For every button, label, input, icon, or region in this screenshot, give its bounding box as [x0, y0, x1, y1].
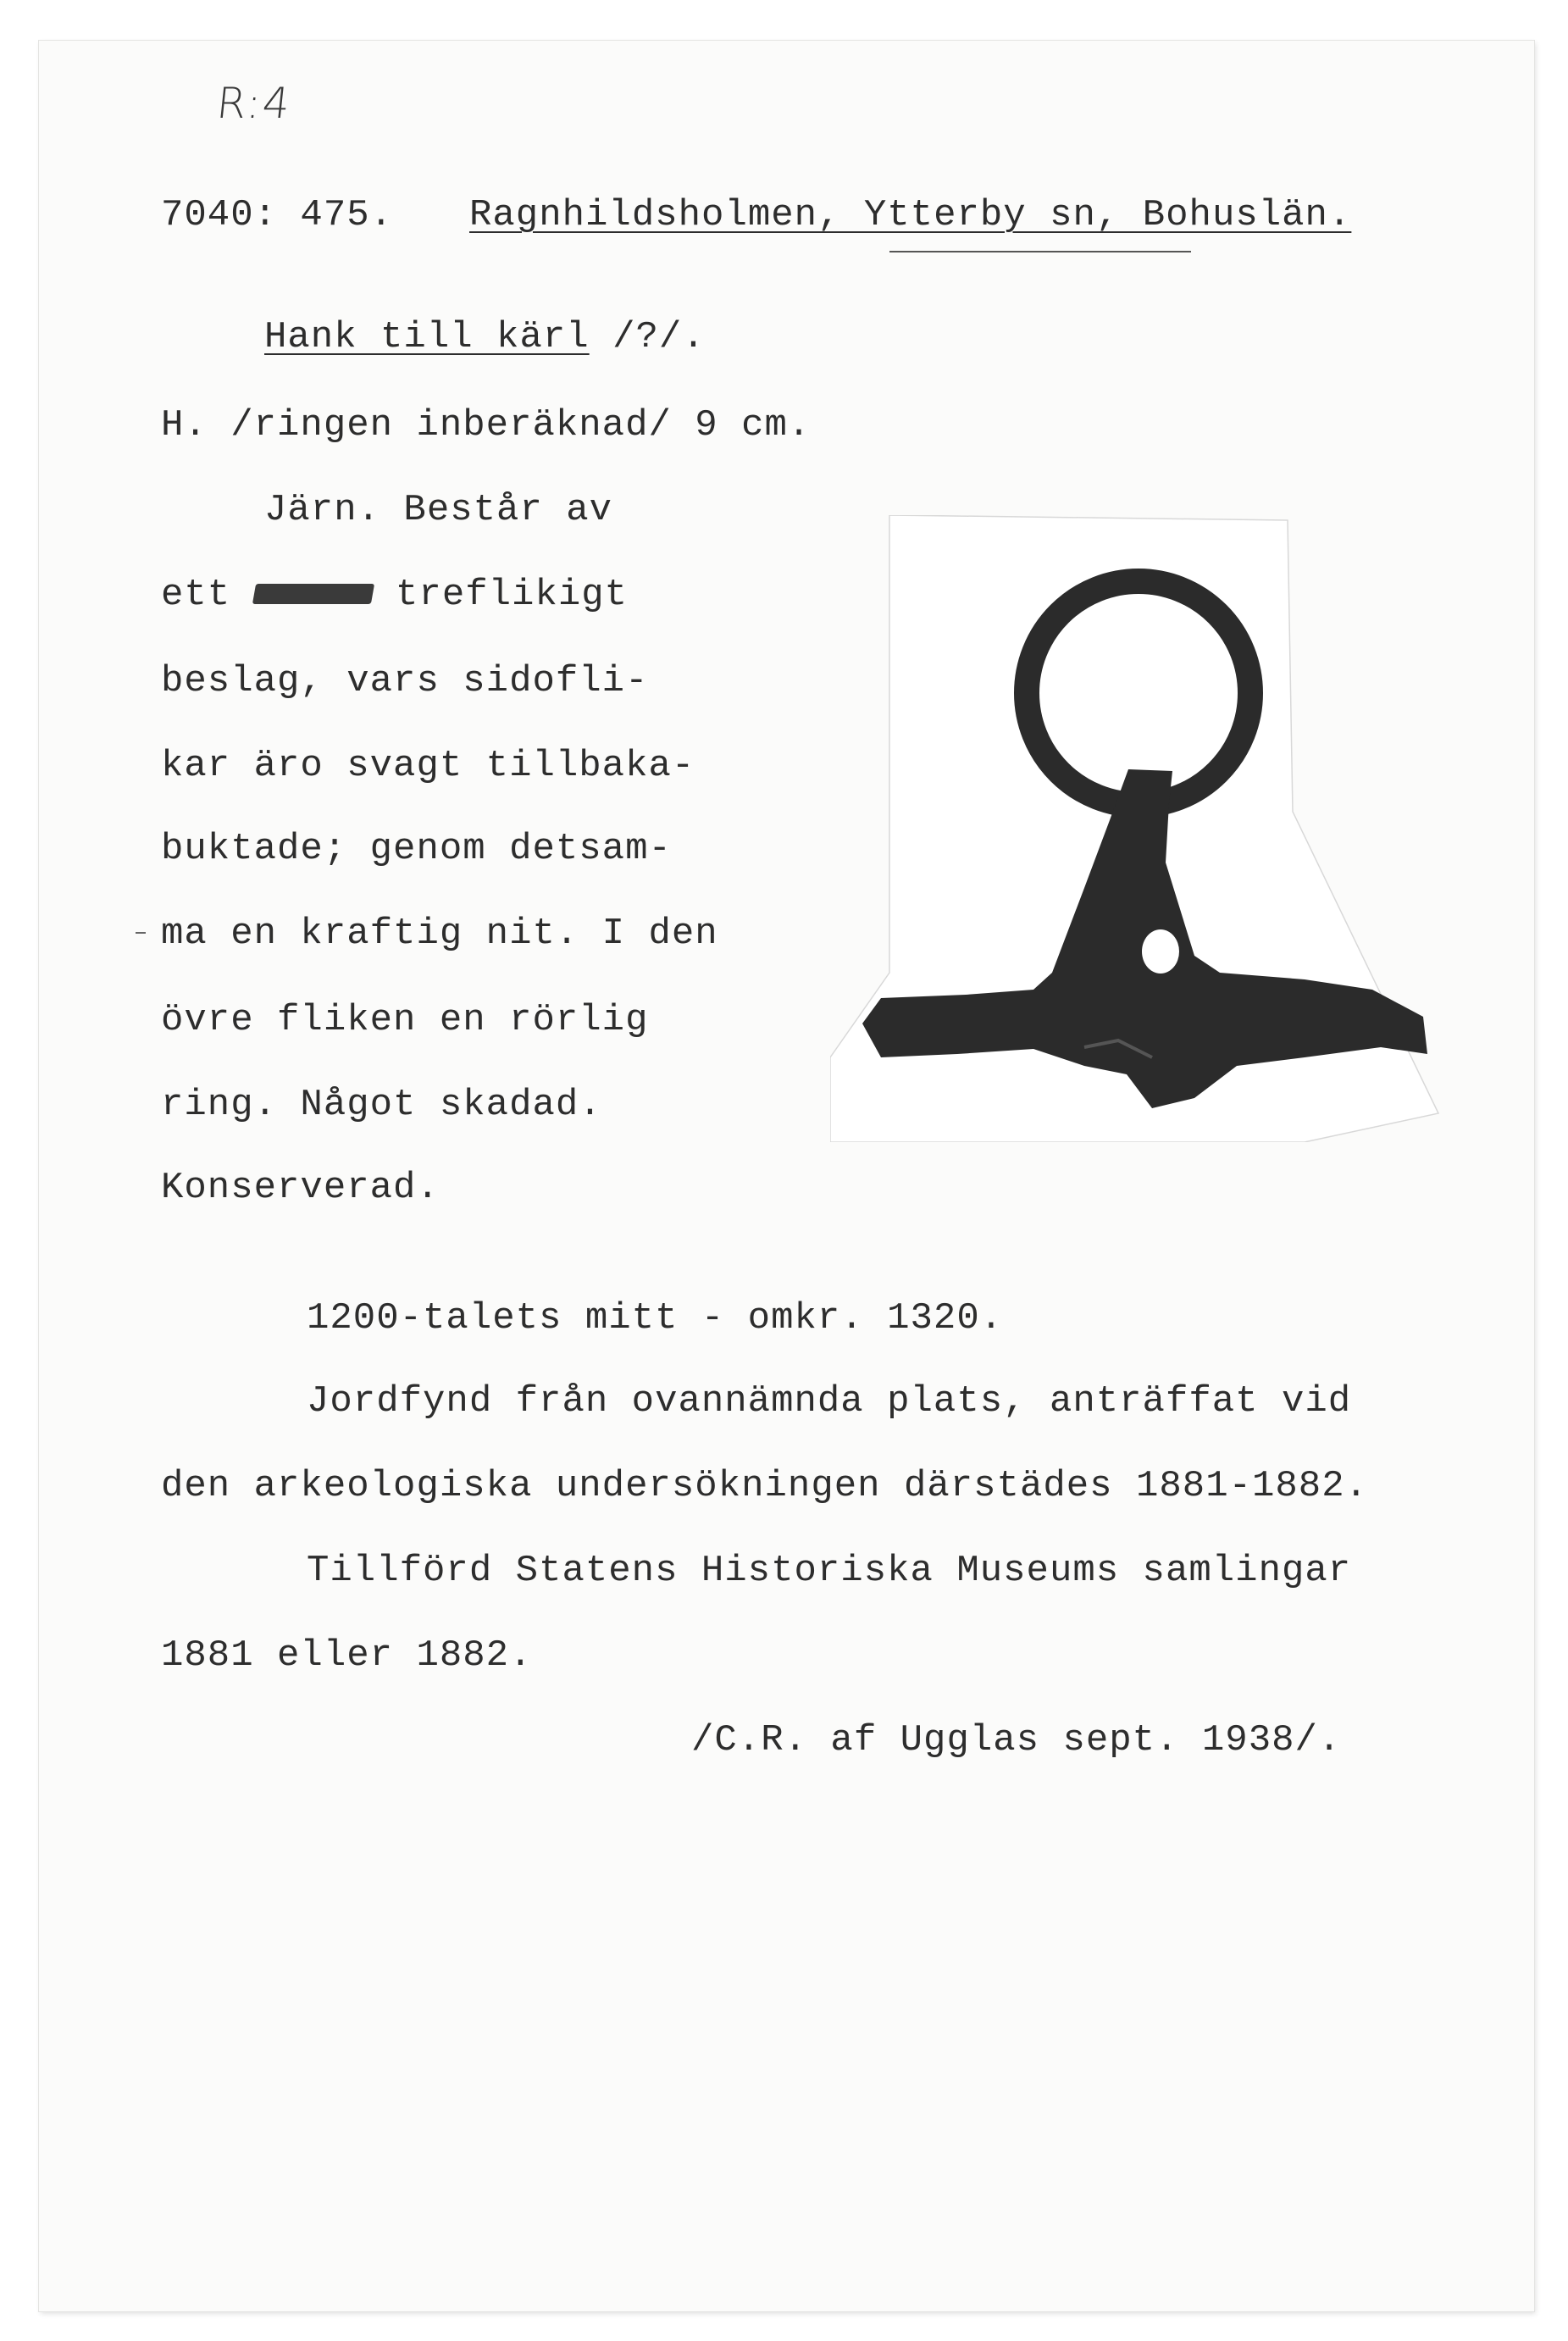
object-title — [264, 315, 706, 359]
acquisition-line: 1881 eller 1882. — [161, 1634, 533, 1677]
find-line: den arkeologiska undersökningen därstädes 1881-1882. — [161, 1465, 1369, 1507]
description-line: ring. Något skadad. — [161, 1084, 602, 1126]
description-line: beslag, vars sidofli- — [161, 660, 649, 702]
iron-handle-photo-icon — [830, 515, 1440, 1142]
description-line: ma en kraftig nit. I den — [161, 913, 718, 955]
struck-out-word — [252, 584, 374, 604]
height-line: H. /ringen inberäknad/ 9 cm. — [161, 404, 812, 447]
object-title-suffix: /?/. — [612, 316, 706, 358]
description-line — [161, 573, 628, 617]
description-line: övre fliken en rörlig — [161, 999, 649, 1041]
acquisition-line: Tillförd Statens Historiska Museums samlingar — [307, 1550, 1352, 1592]
description-line: Järn. Består av — [264, 489, 613, 531]
description-line: kar äro svagt tillbaka- — [161, 745, 695, 787]
margin-mark — [136, 932, 146, 934]
underline-mark — [889, 251, 1191, 252]
object-title-text: Hank till kärl — [264, 316, 590, 358]
inventory-number: 7040: 475. — [161, 194, 394, 236]
description-word: treflikigt — [396, 574, 629, 616]
location: Ragnhildsholmen, Ytterby sn, Bohuslän. — [469, 194, 1352, 236]
dating: 1200-talets mitt - omkr. 1320. — [307, 1297, 1004, 1340]
call-number: R:4 — [213, 79, 294, 128]
author-signature: /C.R. af Ugglas sept. 1938/. — [691, 1719, 1342, 1761]
description-line: Konserverad. — [161, 1167, 440, 1209]
description-word: ett — [161, 574, 231, 616]
description-line: buktade; genom detsam- — [161, 828, 672, 870]
find-line: Jordfynd från ovannämnda plats, anträffat vid — [307, 1380, 1352, 1423]
